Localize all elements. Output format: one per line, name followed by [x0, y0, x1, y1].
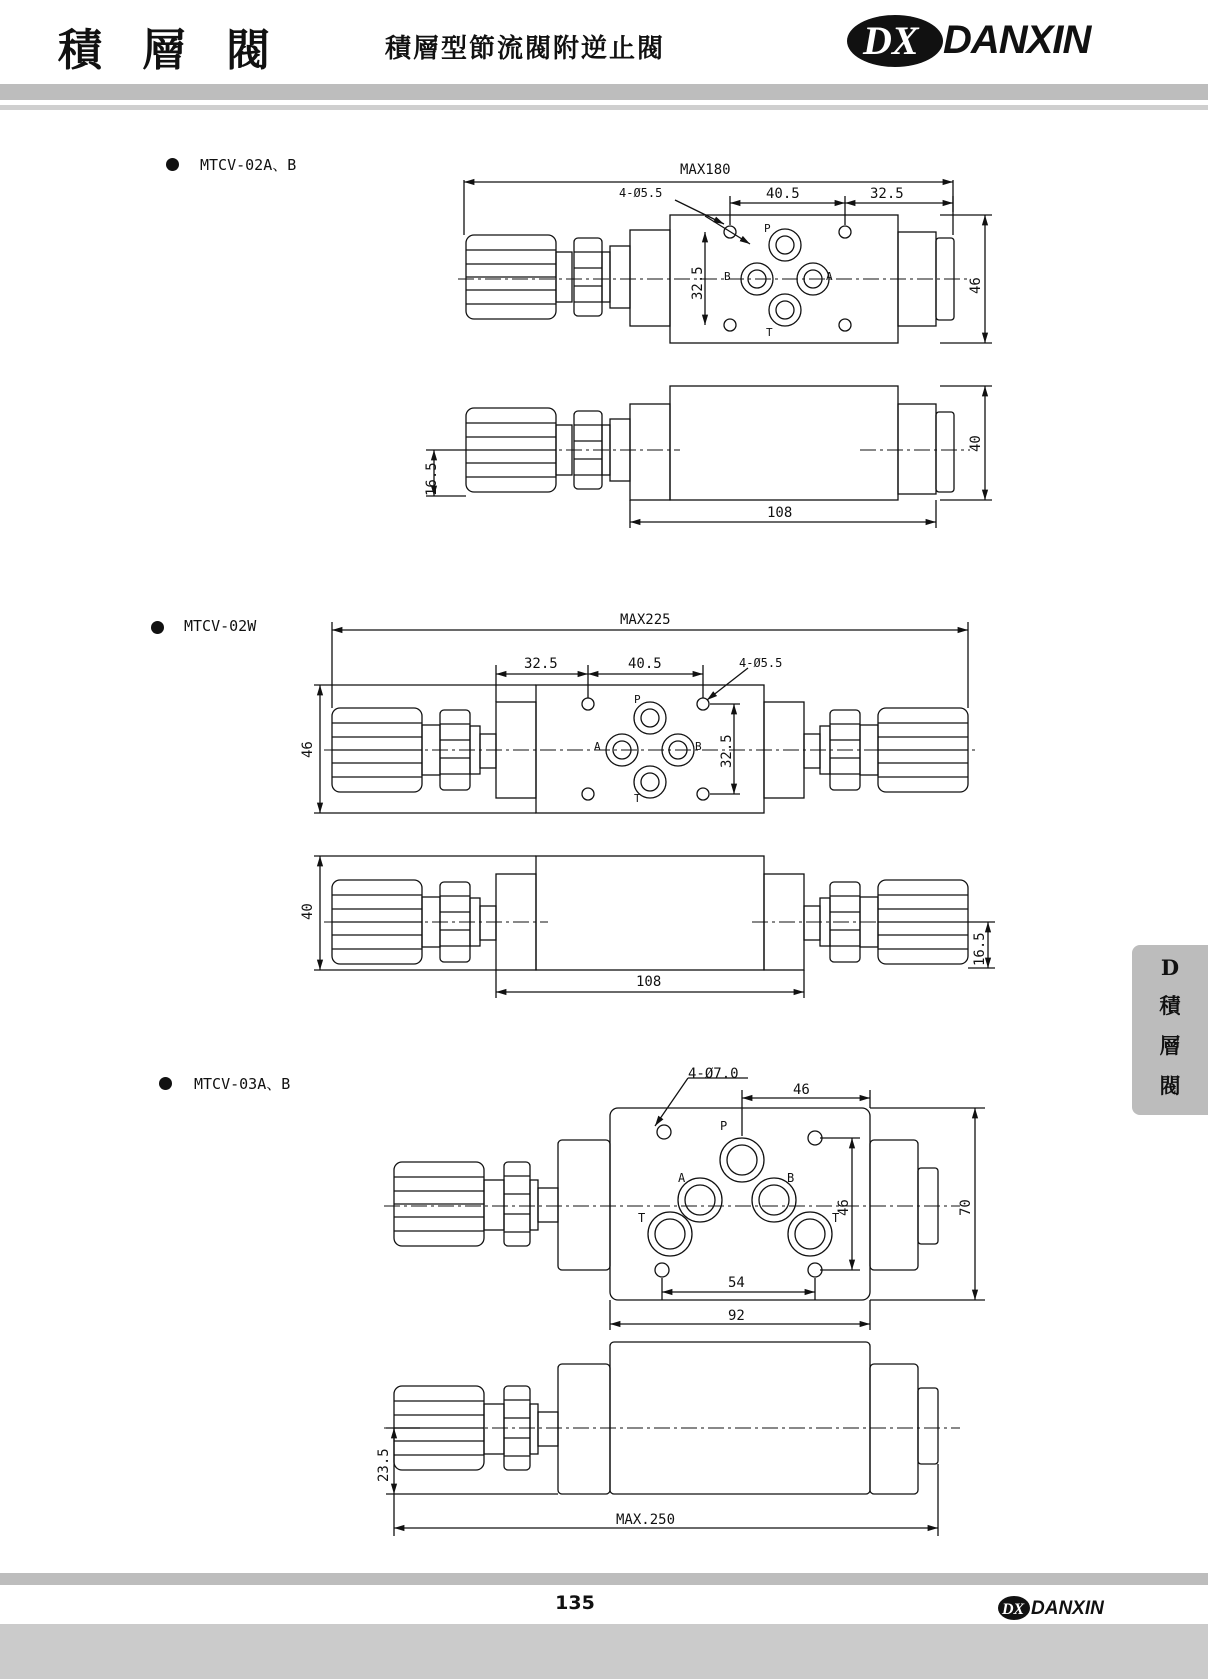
dim-holes-1: 4-Ø5.5 — [619, 186, 663, 200]
logo-mark-text: DX — [863, 18, 919, 63]
dim-h1-1: 46 — [968, 277, 984, 294]
port-t2-3: T — [832, 1211, 840, 1225]
dim-v1-3: 46 — [836, 1199, 852, 1216]
dim-holes-3: 4-Ø7.0 — [688, 1066, 739, 1082]
page-title: 積層閥 — [58, 25, 310, 76]
side-tab-char-3: 閥 — [1159, 1073, 1181, 1098]
dx-logo-small-icon — [997, 1594, 1031, 1622]
dim-off-1: 16.5 — [424, 462, 440, 496]
brand-wordmark: DANXIN — [943, 18, 1091, 62]
dim-d1-2: 32.5 — [524, 656, 558, 672]
footer-bar — [0, 1573, 1208, 1585]
footer-band — [0, 1624, 1208, 1679]
dim-d1-1: 40.5 — [766, 186, 800, 202]
dim-holes-2: 4-Ø5.5 — [739, 656, 783, 670]
port-t1-3: T — [638, 1211, 646, 1225]
dim-d2-1: 32.5 — [870, 186, 904, 202]
valve-top-view-1 — [458, 180, 992, 343]
dim-h1-3: 70 — [958, 1199, 974, 1216]
port-t-1: T — [766, 326, 773, 339]
dim-max-2: MAX225 — [620, 612, 671, 628]
port-p-3: P — [720, 1119, 728, 1133]
dim-d1-3: 46 — [793, 1082, 810, 1098]
port-a-2: A — [594, 740, 601, 753]
valve-top-view-2 — [314, 622, 975, 813]
dim-off-2: 16.5 — [972, 932, 988, 966]
footer-logo-mark: DX — [1002, 1601, 1025, 1618]
valve-top-view-3 — [384, 1078, 985, 1330]
model-label-3: MTCV-03A、B — [194, 1075, 291, 1093]
port-b-3: B — [787, 1171, 795, 1185]
model-label-1: MTCV-02A、B — [200, 156, 297, 174]
port-a-1: A — [826, 270, 833, 283]
dim-v1-1: 32.5 — [690, 266, 706, 300]
valve-side-view-1 — [426, 386, 992, 528]
dim-h2-1: 40 — [968, 435, 984, 452]
dim-off-3: 23.5 — [376, 1448, 392, 1482]
port-t-2: T — [634, 792, 641, 805]
dim-h1-2: 46 — [300, 741, 316, 758]
dim-max-3: MAX.250 — [616, 1512, 676, 1528]
dim-len-1: 108 — [767, 505, 793, 521]
page-number: 135 — [555, 1592, 595, 1614]
dim-w1-3: 54 — [728, 1275, 745, 1291]
side-tab-char-1: 積 — [1159, 993, 1181, 1018]
dim-v1-2: 32.5 — [719, 734, 735, 768]
side-tab-char-2: 層 — [1159, 1033, 1181, 1058]
port-b-2: B — [695, 740, 702, 753]
dim-len-2: 108 — [636, 974, 662, 990]
page-subtitle: 積層型節流閥附逆止閥 — [385, 34, 666, 64]
port-a-3: A — [678, 1171, 686, 1185]
port-p-2: P — [634, 693, 641, 706]
valve-side-view-3 — [384, 1342, 960, 1536]
footer-logo — [997, 1594, 1122, 1622]
model-label-2: MTCV-02W — [184, 617, 257, 635]
port-p-1: P — [764, 222, 771, 235]
dim-w2-3: 92 — [728, 1308, 745, 1324]
dim-max-1: MAX180 — [680, 162, 731, 178]
section-side-tab — [1132, 945, 1208, 1115]
footer-wordmark: DANXIN — [1031, 1598, 1104, 1619]
port-b-1: B — [724, 270, 731, 283]
dim-d2-2: 40.5 — [628, 656, 662, 672]
dim-h2-2: 40 — [300, 903, 316, 920]
side-tab-letter: D — [1160, 955, 1180, 980]
